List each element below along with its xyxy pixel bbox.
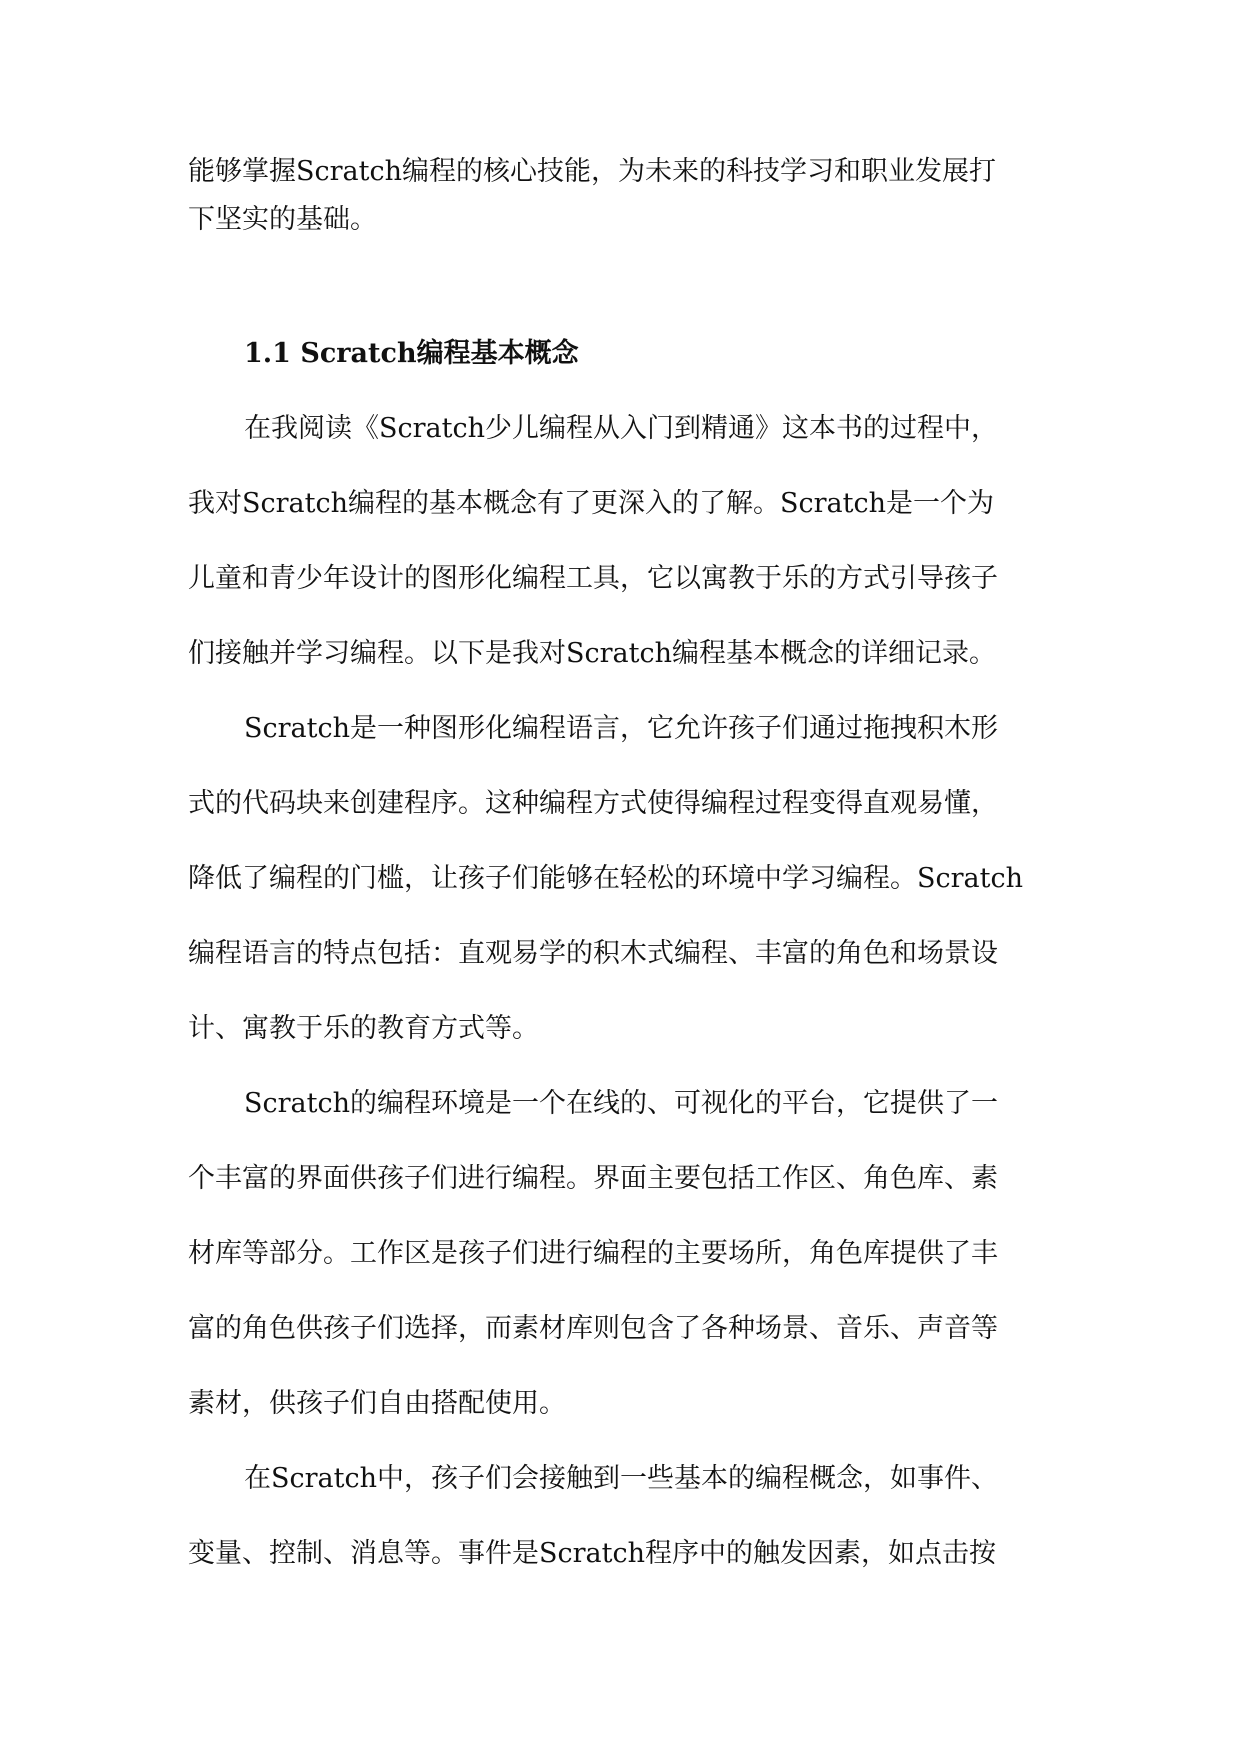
paragraph-line: Scratch的编程环境是一个在线的、可视化的平台，它提供了一 xyxy=(244,1088,998,1119)
paragraph-line: 在Scratch中，孩子们会接触到一些基本的编程概念，如事件、 xyxy=(244,1463,998,1494)
paragraph-line: 下坚实的基础。 xyxy=(188,204,377,235)
paragraph-line: 编程语言的特点包括：直观易学的积木式编程、丰富的角色和场景设 xyxy=(188,938,998,969)
paragraph-line: 我对Scratch编程的基本概念有了更深入的了解。Scratch是一个为 xyxy=(188,488,994,519)
paragraph-line: 富的角色供孩子们选择，而素材库则包含了各种场景、音乐、声音等 xyxy=(188,1313,998,1344)
paragraph-line: 个丰富的界面供孩子们进行编程。界面主要包括工作区、角色库、素 xyxy=(188,1163,998,1194)
paragraph-line: 能够掌握Scratch编程的核心技能，为未来的科技学习和职业发展打 xyxy=(188,156,996,187)
paragraph-line: 式的代码块来创建程序。这种编程方式使得编程过程变得直观易懂， xyxy=(188,788,998,819)
paragraph-line: 们接触并学习编程。以下是我对Scratch编程基本概念的详细记录。 xyxy=(188,638,996,669)
paragraph-line: 儿童和青少年设计的图形化编程工具，它以寓教于乐的方式引导孩子 xyxy=(188,563,998,594)
paragraph-line: Scratch是一种图形化编程语言，它允许孩子们通过拖拽积木形 xyxy=(244,713,998,744)
paragraph-line: 素材，供孩子们自由搭配使用。 xyxy=(188,1388,566,1419)
paragraph-line: 计、寓教于乐的教育方式等。 xyxy=(188,1013,539,1044)
paragraph-line: 降低了编程的门槛，让孩子们能够在轻松的环境中学习编程。Scratch xyxy=(188,863,1023,894)
paragraph-line: 材库等部分。工作区是孩子们进行编程的主要场所，角色库提供了丰 xyxy=(188,1238,998,1269)
paragraph-line: 变量、控制、消息等。事件是Scratch程序中的触发因素，如点击按 xyxy=(188,1538,996,1569)
paragraph-line: 在我阅读《Scratch少儿编程从入门到精通》这本书的过程中， xyxy=(244,413,998,444)
section-heading: 1.1 Scratch编程基本概念 xyxy=(244,338,579,369)
